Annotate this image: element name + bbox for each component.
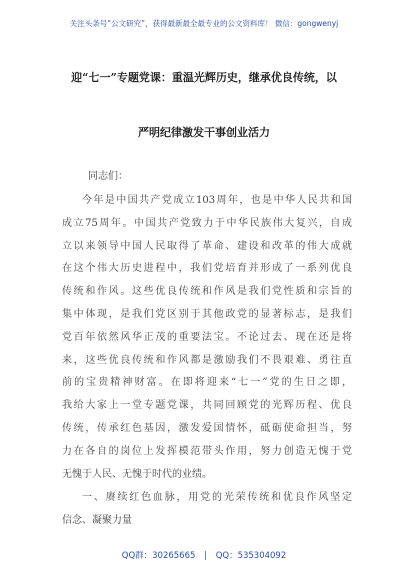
paragraph-line: 来，这些优良传统和作风都是激励我们不畏艰难、勇往直 xyxy=(62,354,352,366)
paragraph-line: 立以来领导中国人民取得了革命、建设和改革的伟大成就 xyxy=(62,240,352,252)
paragraph-line: 信念、凝聚力量 xyxy=(62,514,132,526)
paragraph-1 xyxy=(62,190,352,486)
footer-qq: QQ：535304092 xyxy=(215,551,287,561)
paragraph-line: 成立75周年。中国共产党致力于中华民族伟大复兴，自成 xyxy=(62,217,352,229)
paragraph-line: 无愧于人民、无愧于时代的业绩。 xyxy=(62,468,212,480)
paragraph-line: 今年是中国共产党成立103周年，也是中华人民共和国 xyxy=(82,195,352,206)
paragraph-line: 传统和作风。这些优良传统和作风是我们党性质和宗旨的 xyxy=(62,286,352,298)
header-banner: 关注头条号“公文研究”，获得最新最全最专业的公文资料库！ 微信：gongwenyj xyxy=(69,19,339,28)
paragraph-line: 力在各自的岗位上发挥模范带头作用，努力创造无愧于党 xyxy=(62,445,352,457)
document-title-line2: 严明纪律激发干事创业活力 xyxy=(138,126,270,139)
paragraph-line: 在这个伟大历史进程中，我们党培育并形成了一系列优良 xyxy=(62,263,352,275)
paragraph-line: 前的宝贵精神财富。在即将迎来“七一”党的生日之即， xyxy=(62,377,352,389)
footer-separator: | xyxy=(204,551,207,561)
greeting: 同志们： xyxy=(88,171,128,182)
footer-qq-group: QQ群：30265665 xyxy=(121,551,196,561)
paragraph-line: 集中体现，是我们党区别于其他政党的显著标志，是我们 xyxy=(62,308,352,320)
paragraph-line: 党百年依然风华正茂的重要法宝。不论过去、现在还是将 xyxy=(62,331,352,343)
paragraph-line: 我给大家上一堂专题党课，共同回顾党的光辉历程、优良 xyxy=(62,400,352,412)
footer-contact xyxy=(0,549,408,561)
paragraph-line: 传统，传承红色基因，激发爱国情怀，砥砺使命担当，努 xyxy=(62,422,352,434)
paragraph-line: 一、赓续红色血脉，用党的光荣传统和优良作风坚定 xyxy=(82,492,352,503)
paragraph-2 xyxy=(62,487,352,533)
document-title-line1: 迎“七一”专题党课：重温光辉历史，继承优良传统，以 xyxy=(71,71,337,84)
